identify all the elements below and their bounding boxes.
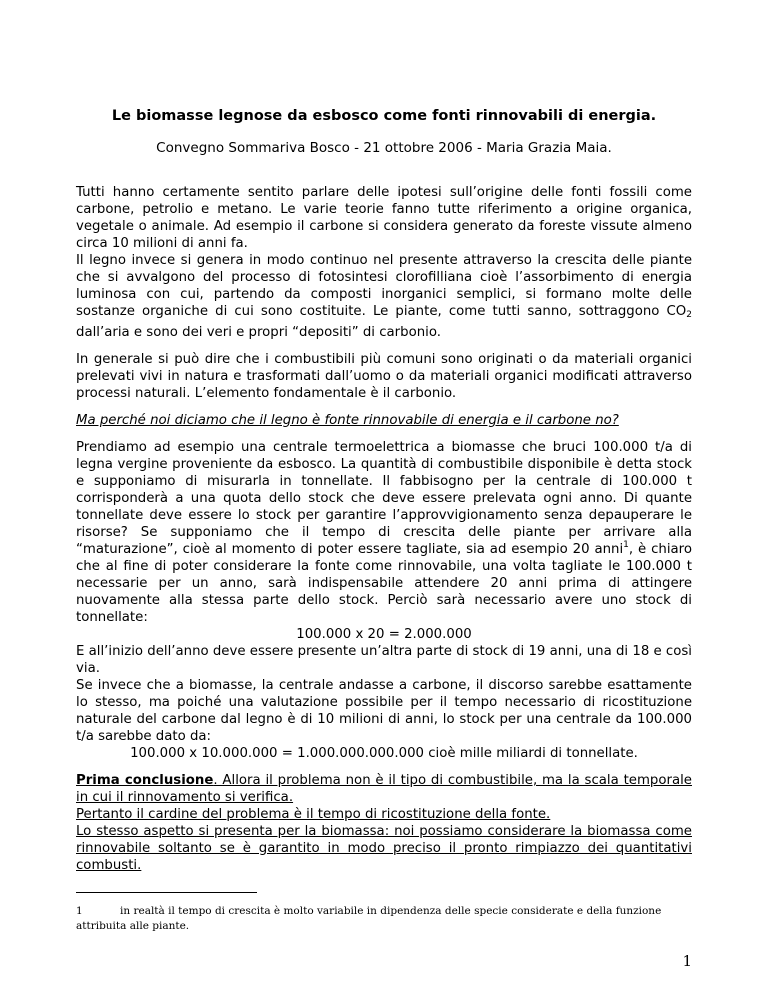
page-number: 1	[682, 952, 692, 970]
paragraph-stock-ages: E all’inizio dell’anno deve essere presente un’altra parte di stock di 19 anni, una di 18 e così via.	[76, 644, 692, 676]
document-body	[76, 184, 692, 874]
paragraph-example: Prendiamo ad esempio una centrale termoelettrica a biomasse che bruci 100.000 t/a di legna vergine proveniente da esbosco. La quantità di combustibile disponibile è detta stock e supponiamo di misurarla in tonnellate. Il fabbisogno per la centrale di 100.000 t corrisponderà a una quota dello stock che deve essere prelevata ogni anno. Di quante tonnellate deve essere lo stock per garantire l’approvvigionamento senza depauperare le risorse? Se supponiamo che il tempo di crescita delle piante per arrivare alla “maturazione”, cioè al momento di poter essere tagliate, sia ad esempio 20 anni$^1$, è chiaro che al fine di poter considerare la fonte come rinnovabile, una volta tagliate le 100.000 t necessarie per un anno, sarà indispensabile attendere 20 anni prima di attingere nuovamente alla stessa parte dello stock. Perciò sarà necessario avere uno stock di tonnellate:	[76, 440, 692, 625]
footnote-reference[interactable]: 1	[623, 540, 629, 550]
formula-stock: 100.000 x 20 = 2.000.000	[296, 627, 472, 642]
co2-subscript: 2	[686, 310, 692, 320]
conclusion-label: Prima conclusione	[76, 773, 214, 788]
paragraph-wood-generation: Il legno invece si genera in modo continuo nel presente attraverso la crescita delle piante che si avvalgono del processo di fotosintesi clorofilliana cioè l’assorbimento di energia luminosa con cui, partendo da composti inorganici semplici, si formano molte delle sostanze organiche di cui sono costituite. Le piante, come tutti sanno, sottraggono $CO_2$ dall’aria e sono dei veri e propri “depositi” di carbonio.	[76, 253, 692, 340]
paragraph-coal-comparison: Se invece che a biomasse, la centrale andasse a carbone, il discorso sarebbe esattamente lo stesso, ma poiché una valutazione possibile per il tempo necessario di ricostituzione naturale del carbone dal legno è di 10 milioni di anni, lo stock per una centrale da 100.000 t/a sarebbe dato da:	[76, 678, 692, 744]
conclusion-key-point: Pertanto il cardine del problema è il tempo di ricostituzione della fonte.	[76, 807, 551, 822]
formula-coal-stock: 100.000 x 10.000.000 = 1.000.000.000.000 cioè mille miliardi di tonnellate.	[130, 746, 638, 761]
conclusion-biomass: Lo stesso aspetto si presenta per la biomassa: noi possiamo considerare la biomassa come rinnovabile soltanto se è garantito in modo preciso il pronto rimpiazzo dei quantitativi combusti.	[76, 824, 692, 873]
footnote-text: in realtà il tempo di crescita è molto variabile in dipendenza delle specie considerate e della funzione attribuita alle piante.	[76, 905, 662, 932]
footnote	[76, 904, 692, 934]
document-subtitle: Convegno Sommariva Bosco - 21 ottobre 2006 - Maria Grazia Maia.	[156, 140, 612, 156]
footnote-number: 1	[76, 905, 83, 917]
document-title: Le biomasse legnose da esbosco come fonti rinnovabili di energia.	[111, 108, 657, 124]
paragraph-fossil-origins: Tutti hanno certamente sentito parlare delle ipotesi sull’origine delle fonti fossili come carbone, petrolio e metano. Le varie teorie fanno tutte riferimento a origine organica, vegetale o animale. Ad esempio il carbone si considera generato da foreste vissute almeno circa 10 milioni di anni fa.	[76, 185, 692, 251]
question-heading: Ma perché noi diciamo che il legno è fonte rinnovabile di energia e il carbone no?	[76, 413, 619, 428]
footnote-separator	[76, 892, 257, 893]
first-conclusion: Prima conclusione. Allora il problema non è il tipo di combustibile, ma la scala temporale in cui il rinnovamento si verifica.	[76, 773, 692, 805]
paragraph-fuel-origins: In generale si può dire che i combustibili più comuni sono originati o da materiali organici prelevati vivi in natura e trasformati dall’uomo o da materiali organici modificati attraverso processi naturali. L’elemento fondamentale è il carbonio.	[76, 352, 692, 401]
